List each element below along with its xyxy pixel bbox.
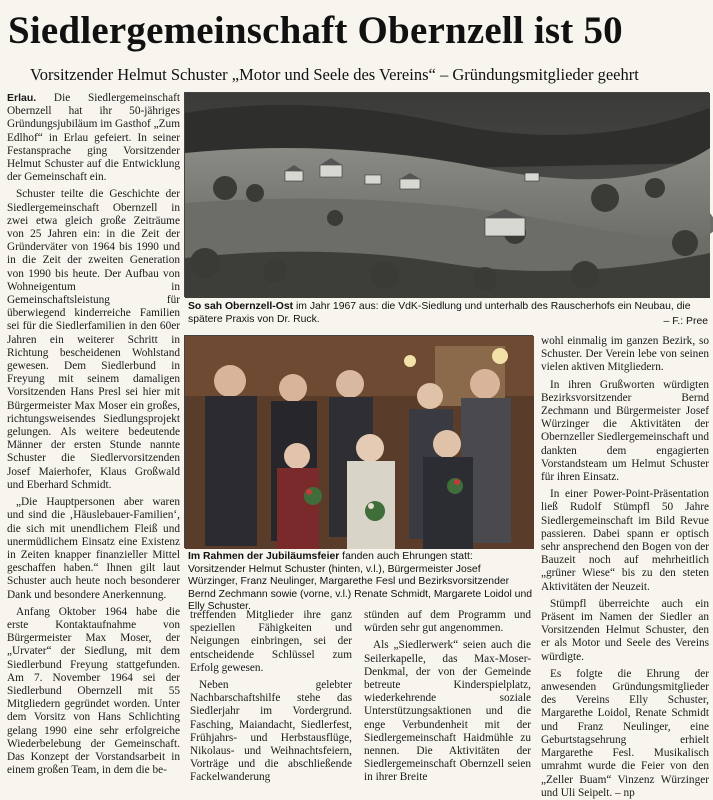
- article-paragraph: Neben gelebter Nachbarschaftshilfe stehe das Siedlerjahr im Vordergrund. Fasching, Maiandacht, Siedlerfest, Frühjahrs- und Herbstausflüge, Nikolaus- und Weihnachtsfeiern, Vorträge und die abschließende Fackelwanderung: [190, 679, 352, 784]
- article-paragraph: „Die Hauptpersonen aber waren und sind die ‚Häuslebauer-Familien‘, die sich mit unendlichem Fleiß und unermüdlichem Einsatz eine Existenz in Zeiten knapper finanzieller Mittel geschaffen haben.“ Ihnen gilt laut Schuster auch heute noch besonderer Dank und besondere Anerkennung.: [7, 496, 180, 601]
- article-paragraph: Als „Siedlerwerk“ seien auch die Seilerkapelle, das Max-Moser-Denkmal, der von der Gemeinde betreute Kinderspielplatz, wiederkehrende soziale Unterstützungsaktionen und die enge Verbundenheit mit der Siedlergemeinschaft Haidmühle zu nennen. Die Aktivitäten der Siedlergemeinschaft Obernzell seien in ihrer Breite: [364, 639, 531, 784]
- article-paragraph: treffenden Mitglieder ihre ganz speziellen Fähigkeiten und Neigungen einbringen, sei der entscheidende Schlüssel zum Erfolg gewesen.: [190, 609, 352, 674]
- caption-text: fanden auch Ehrungen statt: Vorsitzender Helmut Schuster (hinten, v.l.), Bürgermeister Josef Würzinger, Franz Neulinger, Margarethe Fesl und Bezirksvorsitzender Bernd Zechmann sowie (vorne, v.l.) Renate Schmidt, Margarete Loidol und Elly Schuster.: [188, 551, 533, 613]
- group-photo-image: [185, 336, 534, 549]
- article-paragraph: Es folgte die Ehrung der anwesenden Gründungsmitglieder des Vereins Elly Schuster, Margarethe Loidol, Renate Schmidt und Franz Neulinger, eine Geburtstagsehrung erhielt Margarethe Fesl. Musikalisch umrahmt wurde die Feier von den „Zeller Buam“ Vinzenz Würzinger und Uli Seipelt. – np: [541, 667, 709, 799]
- caption-text: im Jahr 1967 aus: die VdK-Siedlung und unterhalb des Rauscherhofs ein Neubau, die spätere Praxis von Dr. Ruck.: [188, 301, 691, 325]
- article-paragraph: In ihren Grußworten würdigten Bezirksvorsitzender Bernd Zechmann und Bürgermeister Josef Würzinger die Aktivitäten der Obernzeller Siedlergemeinschaft und dankten dem engagierten Vorstandsteam um Helmut Schuster für ihren Einsatz.: [541, 378, 709, 484]
- article-column-4: [541, 335, 709, 799]
- article-column-3: [364, 609, 531, 784]
- article-column-2: [190, 609, 352, 784]
- subheadline: Vorsitzender Helmut Schuster „Motor und Seele des Vereins“ – Gründungsmitglieder geehrt: [30, 65, 639, 84]
- caption-lead: Im Rahmen der Jubiläumsfeier: [188, 551, 340, 562]
- photo-caption-2: [188, 551, 533, 613]
- caption-lead: So sah Obernzell-Ost: [188, 301, 294, 312]
- headline: Siedlergemeinschaft Obernzell ist 50: [8, 9, 623, 52]
- landscape-photo: [184, 92, 709, 297]
- paragraph-text: Die Siedlergemeinschaft Obernzell hat ihr 50-jähriges Gründungsjubiläum im Gasthof „Zum Edlhof“ in Erlau gefeiert. In seiner Festansprache ging Vorsitzender Helmut Schuster auf die Entwicklung der Gemeinschaft ein.: [7, 92, 180, 184]
- dateline: Erlau.: [7, 92, 37, 104]
- article-paragraph: In einer Power-Point-Präsentation ließ Rudolf Stümpfl 50 Jahre Siedlergemeinschaft im Bild Revue passieren. Dabei spann er optisch sehr ansprechend den Bogen von der Bauzeit noch auf mehrheitlich „grüner Wiese“ bis zu den steten Aktivitäten der Neuzeit.: [541, 488, 709, 593]
- article-paragraph: stünden auf dem Programm und würden sehr gut angenommen.: [364, 609, 531, 635]
- article-paragraph: wohl einmalig im ganzen Bezirk, so Schuster. Der Verein lebe von seinen vielen aktiven Mitgliedern.: [541, 335, 709, 374]
- article-paragraph: Schuster teilte die Geschichte der Siedlergemeinschaft Obernzell in zwei etwa gleich große Zeiträume von 25 Jahren ein: in die Zeit der Gründerväter von 1964 bis 1990 und in die Zeit der zweiten Generation von 1990 bis heute. Der Aufbau von Wohneigentum in Gemeinschaftsleistung für überwiegend kinderreiche Familien sei für die Siedlerfamilien in den 60er Jahren ein weiterer Schritt in Richtung bescheidenen Wohlstand gewesen. Dem Siedlerbund in Freyung mit seinem damaligen Vorsitzenden Hans Presl sei hier mit Bürgermeister Max Moser ein großes, richtungsweisendes Siedlungsprojekt gelungen. Als weitere bedeutende Männer der ersten Stunde nannte Schuster die Siedlervorsitzenden Josef Maierhofer, Klaus Großwald und Eberhard Schmidt.: [7, 188, 180, 491]
- landscape-photo-image: [185, 93, 710, 298]
- group-photo: [184, 335, 533, 548]
- article-paragraph: [7, 92, 180, 184]
- article-paragraph: Anfang Oktober 1964 habe die erste Kontaktaufnahme von Bürgermeister Max Moser, der „Urvater“ der Siedlung, mit dem Siedlerbund Freyung stattgefunden. Am 7. November 1964 sei der Siedlerbund Obernzell mit 55 Mitgliedern gegründet worden. Unter dem Vorsitz von Hans Schlichting gelang 1990 eine sehr erfolgreiche Wiederbelebung der Gemeinschaft. Das Konzept der Vorstandsarbeit in einem großen Team, in dem die be-: [7, 605, 180, 777]
- photo-credit: – F.: Pree: [663, 316, 708, 328]
- article-paragraph: Stümpfl überreichte auch ein Präsent im Namen der Siedler an Vorsitzenden Helmut Schuster, den er als Motor und Seele des Vereins würdigte.: [541, 597, 709, 663]
- photo-caption-1: [188, 301, 708, 329]
- article-column-1: [7, 92, 180, 777]
